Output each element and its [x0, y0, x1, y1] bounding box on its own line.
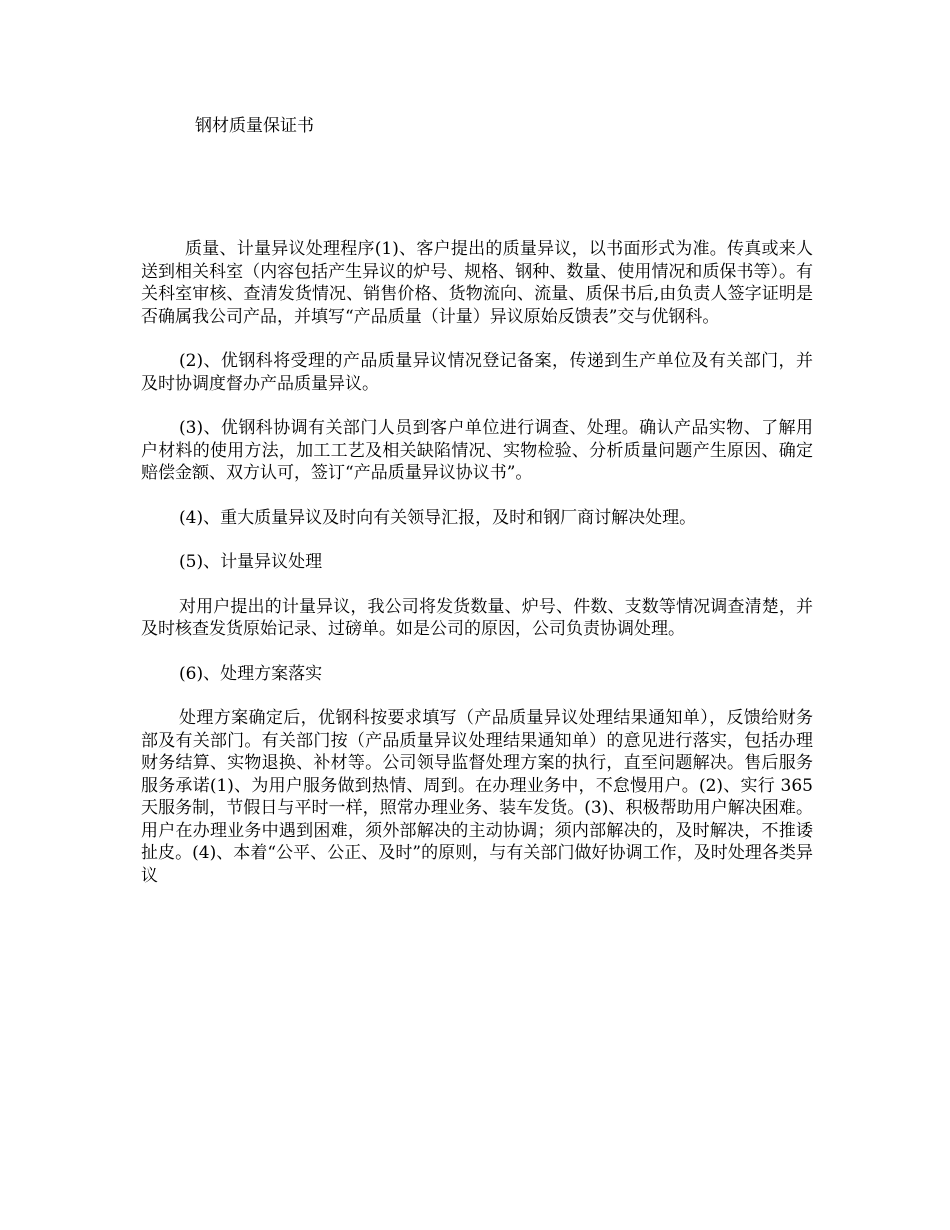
paragraph-measurement-handling: 对用户提出的计量异议，我公司将发货数量、炉号、件数、支数等情况调查清楚，并及时核查发货原始记录、过磅单。如是公司的原因，公司负责协调处理。: [141, 596, 813, 639]
document-body: [141, 238, 813, 909]
paragraph-implementation-and-service: 处理方案确定后，优钢科按要求填写（产品质量异议处理结果通知单），反馈给财务部及有关部门。有关部门按（产品质量异议处理结果通知单）的意见进行落实，包括办理财务结算、实物退换、补材等。公司领导监督处理方案的执行，直至问题解决。售后服务服务承诺(1)、为用户服务做到热情、周到。在办理业务中，不怠慢用户。(2)、实行 365 天服务制，节假日与平时一样，照常办理业务、装车发货。(3)、积极帮助用户解决困难。用户在办理业务中遇到困难，须外部解决的主动协调；须内部解决的，及时解决，不推诿扯皮。(4)、本着“公平、公正、及时”的原则，与有关部门做好协调工作，及时处理各类异议: [141, 708, 813, 886]
document-title: 钢材质量保证书: [195, 116, 314, 136]
paragraph-implementation-heading: (6)、处理方案落实: [179, 663, 323, 684]
paragraph-quality-objection-procedure: 质量、计量异议处理程序(1)、客户提出的质量异议，以书面形式为准。传真或来人送到相关科室（内容包括产生异议的炉号、规格、钢种、数量、使用情况和质保书等）。有关科室审核、查清发货情况、销售价格、货物流向、流量、质保书后,由负责人签字证明是否确属我公司产品，并填写“产品质量（计量）异议原始反馈表”交与优钢科。: [141, 239, 813, 327]
paragraph-investigation: (3)、优钢科协调有关部门人员到客户单位进行调查、处理。确认产品实物、了解用户材料的使用方法，加工工艺及相关缺陷情况、实物检验、分析质量问题产生原因、确定赔偿金额、双方认可，签订“产品质量异议协议书”。: [141, 418, 813, 483]
paragraph-registration: (2)、优钢科将受理的产品质量异议情况登记备案，传递到生产单位及有关部门，并及时协调度督办产品质量异议。: [141, 351, 813, 394]
paragraph-measurement-heading: (5)、计量异议处理: [179, 552, 323, 572]
paragraph-major-objection: (4)、重大质量异议及时向有关领导汇报，及时和钢厂商讨解决处理。: [179, 507, 697, 528]
